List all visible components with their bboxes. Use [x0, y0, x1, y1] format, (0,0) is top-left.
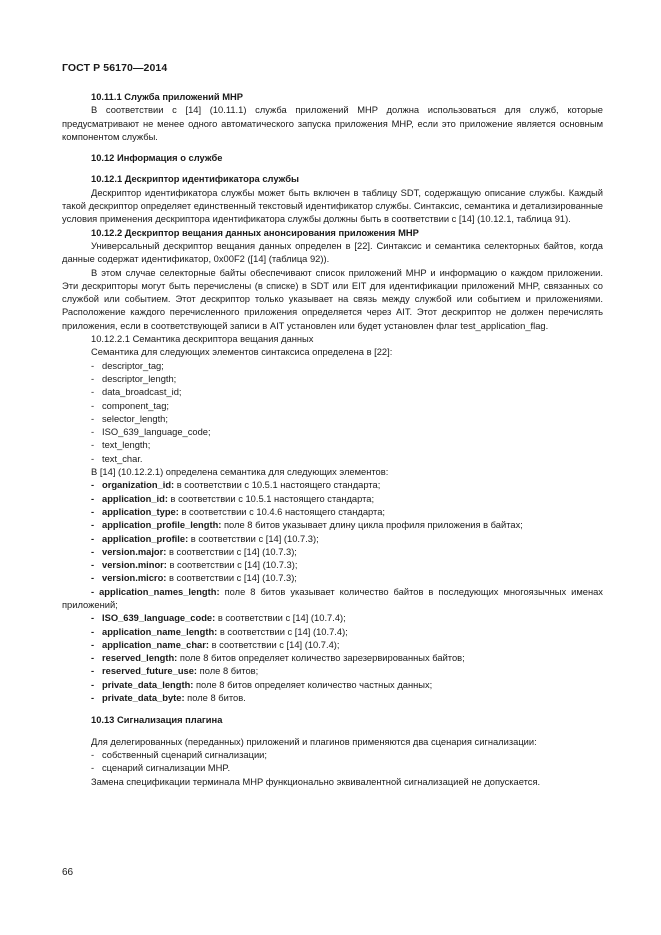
list-item: - text_length; — [91, 440, 151, 451]
paragraph: Семантика для следующих элементов синтаксиса определена в [22]: — [91, 347, 393, 358]
list-item-wrapped: - application_names_length: поле 8 битов указывает количество байтов в последующих многоязычных именах приложений; — [62, 586, 603, 610]
section-title-10-11-1: 10.11.1 Служба приложений MHP — [91, 92, 243, 102]
field-semantics-list — [62, 479, 603, 705]
list-item: - version.micro: в соответствии с [14] (10.7.3); — [91, 573, 297, 584]
list-item: - ISO_639_language_code; — [91, 427, 211, 438]
paragraph: Дескриптор идентификатора службы может быть включен в таблицу SDT, содержащую описание службы. Каждый такой дескриптор определяет единственный текстовый идентификатор службы. Синтаксис, семантика и детализированные условия применения дескриптора идентификатора службы должны быть в соответствии с [14] (10.12.1, таблица 91). — [62, 187, 603, 225]
list-item: - version.minor: в соответствии с [14] (10.7.3); — [91, 560, 298, 571]
list-item: - private_data_length: поле 8 битов определяет количество частных данных; — [91, 679, 433, 690]
paragraph: В соответствии с [14] (10.11.1) служба приложений MHP должна использоваться для служб, которые предусматривают не менее одного автоматического запуска приложения MHP, если это приложение является основным компонентом службы. — [62, 105, 603, 142]
paragraph: Замена спецификации терминала MHP функционально эквивалентной сигнализацией не допускается. — [91, 776, 541, 787]
section-title-10-12-1: 10.12.1 Дескриптор идентификатора службы — [91, 174, 300, 185]
list-item: - application_name_char: в соответствии с [14] (10.7.4); — [91, 639, 340, 650]
list-item: - text_char. — [91, 453, 143, 464]
paragraph: Для делегированных (переданных) приложений и плагинов применяются два сценария сигнализации: — [91, 736, 537, 747]
document-body — [62, 91, 603, 789]
list-item: - reserved_length: поле 8 битов определяет количество зарезервированных байтов; — [91, 653, 465, 664]
list-item: - descriptor_tag; — [91, 360, 164, 371]
list-item: - собственный сценарий сигнализации; — [91, 749, 267, 760]
list-item: - reserved_future_use: поле 8 битов; — [91, 666, 259, 677]
signalling-scenario-list — [62, 749, 603, 776]
list-item: - organization_id: в соответствии с 10.5.1 настоящего стандарта; — [91, 480, 381, 491]
list-item: - application_name_length: в соответствии с [14] (10.7.4); — [91, 626, 348, 637]
list-item: - application_type: в соответствии с 10.4.6 настоящего стандарта; — [91, 506, 385, 517]
list-item: - private_data_byte: поле 8 битов. — [91, 693, 246, 704]
section-title-10-13: 10.13 Сигнализация плагина — [91, 715, 223, 726]
section-title-10-12-2-1: 10.12.2.1 Семантика дескриптора вещания данных — [91, 334, 314, 345]
list-item: - data_broadcast_id; — [91, 387, 182, 398]
standard-header: ГОСТ Р 56170—2014 — [62, 62, 168, 74]
list-item: - application_profile: в соответствии с [14] (10.7.3); — [91, 533, 319, 544]
paragraph: Универсальный дескриптор вещания данных определен в [22]. Синтаксис и семантика селекторных байтов, когда данные содержат идентификатор, 0x00F2 ([14] (таблица 92)). — [62, 240, 603, 265]
list-item: - selector_length; — [91, 413, 168, 424]
list-item: - component_tag; — [91, 400, 170, 411]
syntax-element-list — [62, 360, 603, 466]
list-item: - descriptor_length; — [91, 373, 177, 384]
paragraph: В [14] (10.12.2.1) определена семантика для следующих элементов: — [91, 467, 389, 478]
list-item: - сценарий сигнализации MHP. — [91, 763, 231, 774]
page-number: 66 — [62, 867, 74, 878]
section-title-10-12-2: 10.12.2 Дескриптор вещания данных анонсирования приложения MHP — [91, 227, 419, 238]
list-item: - ISO_639_language_code: в соответствии с [14] (10.7.4); — [91, 613, 346, 624]
list-item: - version.major: в соответствии с [14] (10.7.3); — [91, 546, 297, 557]
paragraph: В этом случае селекторные байты обеспечивают список приложений MHP и информацию о каждом приложении. Эти дескрипторы могут быть перечислены (в списке) в SDT или EIT для идентификации приложений MHP, связанных со службой или событием. Этот дескриптор только указывает на связь между службой или событием и приложениями. Расположение каждого перечисленного приложения определяется через AIT. Этот дескриптор не должен перечислять приложения, если в соответствующей записи в AIT установлен или будет установлен флаг test_application_flag. — [62, 267, 603, 331]
list-item: - application_id: в соответствии с 10.5.1 настоящего стандарта; — [91, 493, 375, 504]
section-title-10-12: 10.12 Информация о службе — [91, 153, 223, 164]
list-item: - application_profile_length: поле 8 битов указывает длину цикла профиля приложения в байтах; — [91, 520, 523, 531]
